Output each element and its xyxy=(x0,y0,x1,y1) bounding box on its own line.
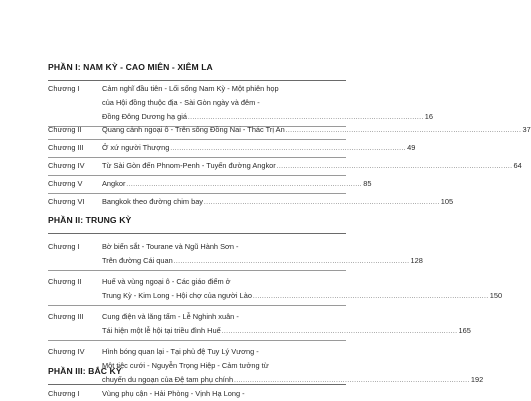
page-number: 165 xyxy=(458,326,471,335)
divider xyxy=(48,139,346,140)
part-heading xyxy=(48,366,348,376)
page-number: 192 xyxy=(470,375,484,384)
page-number: 49 xyxy=(407,143,416,152)
chapter-label: Chương II xyxy=(48,125,82,134)
chapter-title-line: Huế và vùng ngoại ô - Các giáo điểm ở xyxy=(102,277,231,286)
page-number: 105 xyxy=(440,197,454,206)
divider xyxy=(48,270,346,271)
divider xyxy=(48,157,346,158)
chapter-title-line: Vùng phụ cận - Hải Phòng - Vịnh Hạ Long - xyxy=(102,389,245,398)
divider xyxy=(48,384,346,385)
divider xyxy=(48,233,346,234)
chapter-title-line: Angkor xyxy=(102,179,126,188)
chapter-title-line: Một tiệc cưới - Nguyễn Trọng Hiệp - Cảm tưởng từ xyxy=(102,361,269,370)
dot-leader: ........................................................................................................ xyxy=(126,182,363,188)
divider xyxy=(48,305,346,306)
dot-leader: ........................................................................................................ xyxy=(285,128,522,134)
chapter-title-line: Trung Kỳ - Kim Long - Hội chợ của người Lào xyxy=(102,291,252,300)
chapter-label: Chương I xyxy=(48,242,80,251)
divider xyxy=(48,340,346,341)
chapter-label: Chương II xyxy=(48,277,82,286)
chapter-title-line: Quang cảnh ngoại ô - Trên sông Đồng Nai - Thác Trị An xyxy=(102,125,285,134)
page-number: 128 xyxy=(410,256,423,265)
dot-leader: ........................................................................................................ xyxy=(221,329,458,335)
part-title: PHẦN III: BẮC KỲ xyxy=(48,366,122,376)
chapter-title-line: Từ Sài Gòn đến Phnom-Penh - Tuyến đường Angkor xyxy=(102,161,276,170)
chapter-label: Chương IV xyxy=(48,161,85,170)
chapter-title-line: Bờ biển sắt - Tourane và Ngũ Hành Sơn - xyxy=(102,242,239,251)
chapter-title-line: Cảm nghĩ đầu tiên - Lối sống Nam Kỳ - Một phiên họp xyxy=(102,84,279,93)
dot-leader: ........................................................................................................ xyxy=(188,115,424,121)
page-number: 16 xyxy=(424,112,434,121)
part-title: PHẦN II: TRUNG KỲ xyxy=(48,215,132,225)
part-heading xyxy=(48,215,348,225)
dot-leader: ........................................................................................................ xyxy=(252,294,489,300)
chapter-label: Chương IV xyxy=(48,347,85,356)
dot-leader: ........................................................................................................ xyxy=(173,259,410,265)
page-number: 64 xyxy=(513,161,522,170)
part-heading xyxy=(48,62,348,72)
chapter-title-line: Ở xứ người Thượng xyxy=(102,143,170,152)
part-title: PHẦN I: NAM KỲ - CAO MIÊN - XIÊM LA xyxy=(48,62,213,72)
dot-leader: ........................................................................................................ xyxy=(204,200,440,206)
chapter-title-line: Cung điện và lăng tẩm - Lễ Nghinh xuân - xyxy=(102,312,239,321)
chapter-label: Chương III xyxy=(48,312,84,321)
divider xyxy=(48,175,346,176)
divider xyxy=(48,80,346,81)
chapter-title-line: Đồng Đông Dương hạ giá xyxy=(102,112,187,121)
chapter-label: Chương I xyxy=(48,389,80,398)
dot-leader: ........................................................................................................ xyxy=(276,164,513,170)
chapter-title-line: Trên đường Cái quan xyxy=(102,256,173,265)
page-number: 85 xyxy=(363,179,372,188)
chapter-title-line: Tái hiện một lễ hội tại triều đình Huế xyxy=(102,326,221,335)
divider xyxy=(48,193,346,194)
page-number: 150 xyxy=(489,291,503,300)
dot-leader: ........................................................................................................ xyxy=(234,378,470,384)
chapter-label: Chương I xyxy=(48,84,80,93)
page-number: 37 xyxy=(522,125,531,134)
chapter-label: Chương VI xyxy=(48,197,85,206)
chapter-title-line: chuyến du ngoạn của Đệ tam phụ chính xyxy=(102,375,234,384)
chapter-title-line: của Hội đồng thuộc địa - Sài Gòn ngày và đêm - xyxy=(102,98,260,107)
chapter-label: Chương V xyxy=(48,179,83,188)
chapter-title-line: Hình bóng quan lại - Tại phủ đệ Tuy Lý Vương - xyxy=(102,347,259,356)
dot-leader: ........................................................................................................ xyxy=(170,146,407,152)
chapter-title-line: Bangkok theo đường chim bay xyxy=(102,197,204,206)
chapter-label: Chương III xyxy=(48,143,84,152)
